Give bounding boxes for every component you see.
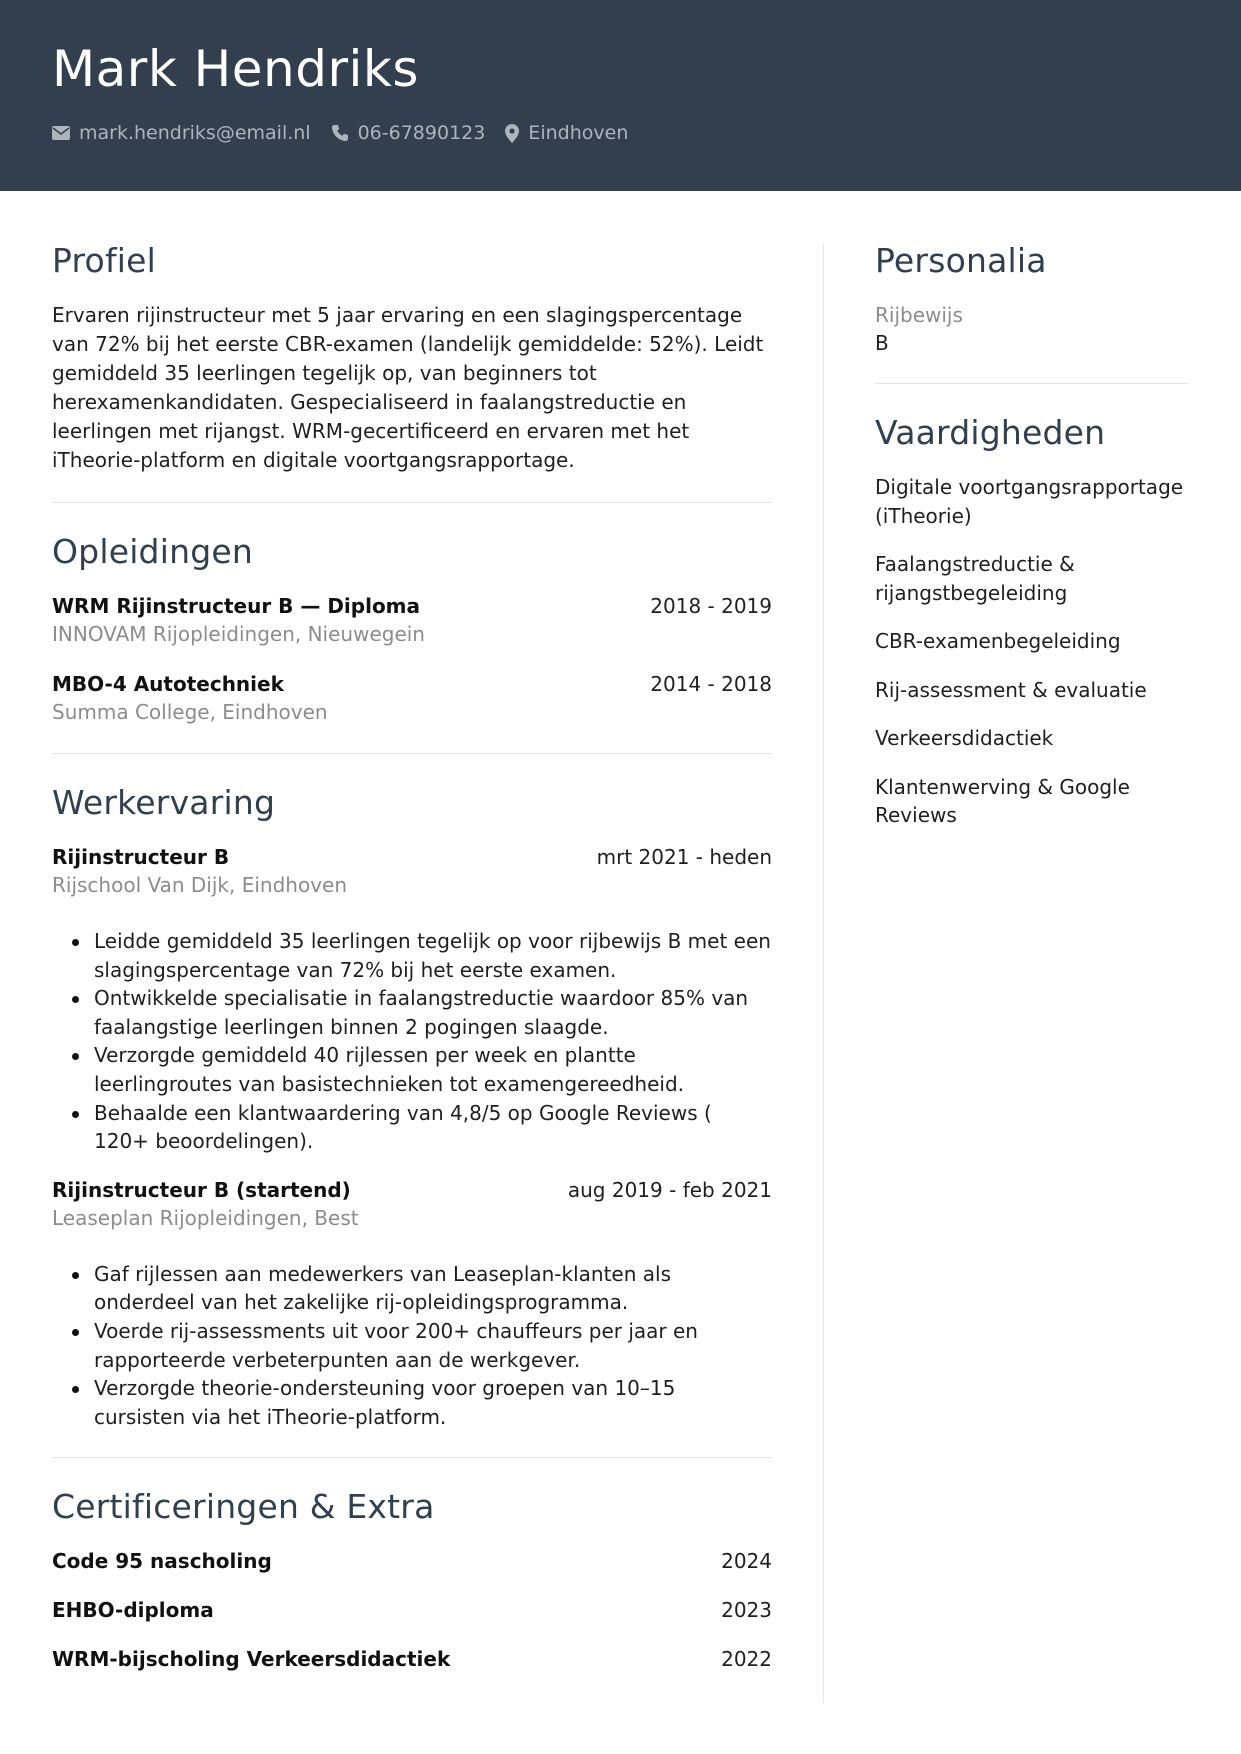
skill-item: Digitale voortgangsrapportage (iTheorie) — [875, 475, 1184, 528]
main-column — [52, 238, 772, 1673]
contact-email[interactable] — [52, 122, 311, 144]
job-employer: Rijschool Van Dijk, Eindhoven — [52, 873, 348, 897]
location-text: Eindhoven — [528, 122, 629, 144]
email-text: mark.hendriks@email.nl — [79, 122, 311, 144]
phone-text: 06-67890123 — [357, 122, 486, 144]
personalia-value: B — [875, 331, 889, 355]
job-date: aug 2019 - feb 2021 — [567, 1177, 772, 1202]
job-bullets — [70, 1260, 772, 1432]
cert-year: 2024 — [721, 1549, 772, 1574]
bullet-item: Behaalde een klantwaardering van 4,8/5 op Google Reviews ( 120+ beoordelingen). — [70, 1099, 772, 1156]
job-title: Rijinstructeur B — [52, 845, 230, 869]
education-date: 2018 - 2019 — [650, 594, 772, 618]
section-opleidingen — [52, 529, 772, 726]
contact-bar — [52, 122, 648, 144]
bullet-item: Verzorgde gemiddeld 40 rijlessen per week en plantte leerlingroutes van basistechnieken tot examengereedheid. — [70, 1041, 772, 1098]
column-divider — [823, 243, 824, 1703]
skill-item: Rij-assessment & evaluatie — [875, 677, 1147, 702]
education-title: MBO-4 Autotechniek — [52, 672, 284, 696]
section-divider — [52, 1457, 772, 1458]
cert-year: 2023 — [721, 1598, 772, 1623]
education-place: Summa College, Eindhoven — [52, 700, 328, 724]
education-title: WRM Rijinstructeur B — Diploma — [52, 594, 421, 618]
envelope-icon — [52, 126, 70, 140]
side-column — [875, 238, 1188, 850]
map-pin-icon — [505, 124, 519, 143]
header-banner — [0, 0, 1241, 191]
cert-title: WRM-bijscholing Verkeersdidactiek — [52, 1647, 451, 1672]
education-date: 2014 - 2018 — [650, 672, 772, 696]
cert-title: Code 95 nascholing — [52, 1549, 272, 1574]
bullet-item: Voerde rij-assessments uit voor 200+ chauffeurs per jaar en rapporteerde verbeterpunten aan de werkgever. — [70, 1317, 772, 1374]
education-entry — [52, 592, 772, 648]
bullet-item: Ontwikkelde specialisatie in faalangstreductie waardoor 85% van faalangstige leerlingen binnen 2 pogingen slaagde. — [70, 984, 772, 1041]
section-profiel — [52, 238, 772, 475]
section-divider — [52, 753, 772, 754]
bullet-item: Verzorgde theorie-ondersteuning voor groepen van 10–15 cursisten via het iTheorie-platform. — [70, 1374, 772, 1431]
section-title: Werkervaring — [52, 783, 276, 822]
job-date: mrt 2021 - heden — [596, 845, 772, 869]
job-entry — [52, 1176, 772, 1432]
section-title: Profiel — [52, 241, 157, 280]
skill-item: Klantenwerving & Google Reviews — [875, 774, 1130, 827]
job-entry — [52, 843, 772, 1156]
cert-year: 2022 — [721, 1647, 772, 1672]
section-title: Personalia — [875, 241, 1047, 280]
bullet-item: Leidde gemiddeld 35 leerlingen tegelijk op voor rijbewijs B met een slagingspercentage van 72% bij het eerste examen. — [70, 927, 772, 984]
skills-list — [875, 473, 1188, 830]
job-bullets — [70, 927, 772, 1156]
section-divider — [875, 383, 1188, 384]
section-vaardigheden — [875, 410, 1188, 830]
section-divider — [52, 502, 772, 503]
education-entry — [52, 670, 772, 726]
cert-entry — [52, 1645, 772, 1673]
section-title: Certificeringen & Extra — [52, 1487, 435, 1527]
skill-item: Faalangstreductie & rijangstbegeleiding — [875, 552, 1075, 605]
section-title: Opleidingen — [52, 532, 253, 571]
education-place: INNOVAM Rijopleidingen, Nieuwegein — [52, 622, 425, 646]
profile-text: Ervaren rijinstructeur met 5 jaar ervaring en een slagingspercentage van 72% bij het eerste CBR-examen (landelijk gemiddelde: 52%). Leidt gemiddeld 35 leerlingen tegelijk op, van beginners tot herexamenkandidaten. Gespecialiseerd in faalangstreductie en leerlingen met rijangst. WRM-gecertificeerd en ervaren met het iTheorie-platform en digitale voortgangsrapportage. — [52, 303, 764, 472]
contact-location — [505, 122, 628, 144]
contact-phone[interactable] — [331, 122, 486, 144]
section-personalia — [875, 238, 1188, 358]
skill-item: Verkeersdidactiek — [875, 726, 1054, 750]
skill-item: CBR-examenbegeleiding — [875, 629, 1121, 653]
section-title: Vaardigheden — [875, 413, 1106, 452]
personalia-label: Rijbewijs — [875, 303, 963, 327]
section-certificeringen — [52, 1484, 772, 1673]
cert-entry — [52, 1547, 772, 1575]
phone-icon — [331, 124, 349, 142]
job-employer: Leaseplan Rijopleidingen, Best — [52, 1205, 359, 1230]
job-title: Rijinstructeur B (startend) — [52, 1177, 351, 1202]
bullet-item: Gaf rijlessen aan medewerkers van Leaseplan-klanten als onderdeel van het zakelijke rij-opleidingsprogramma. — [70, 1260, 772, 1317]
cert-entry — [52, 1596, 772, 1624]
candidate-name: Mark Hendriks — [52, 40, 419, 98]
cert-title: EHBO-diploma — [52, 1598, 214, 1623]
section-werkervaring — [52, 780, 772, 1431]
